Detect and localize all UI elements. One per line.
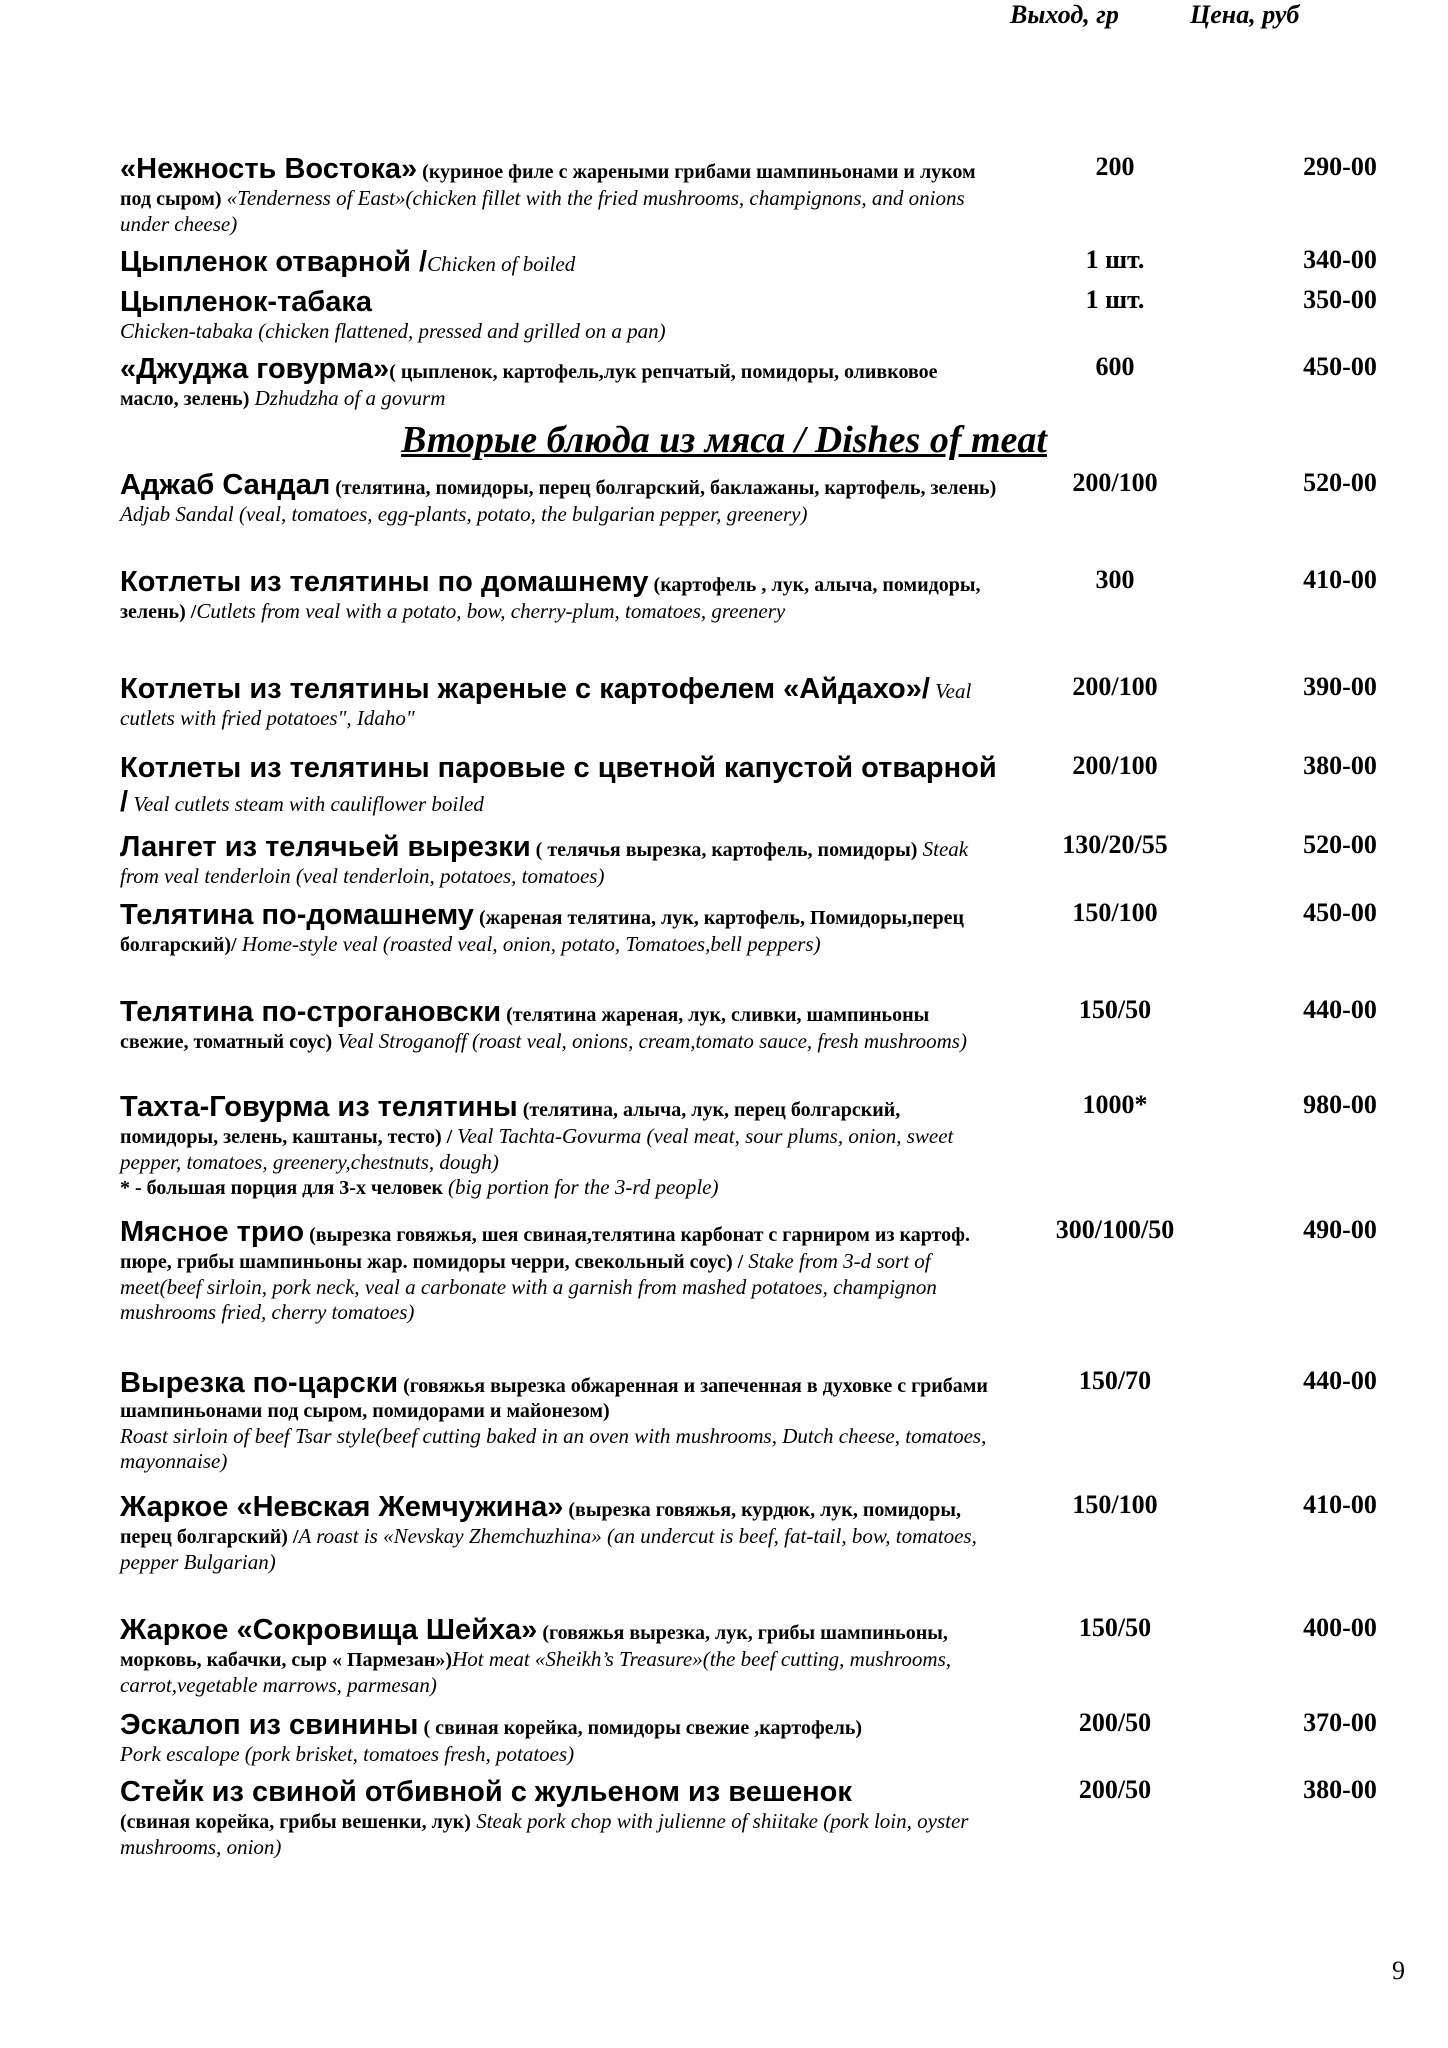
- page-number: 9: [1392, 1956, 1405, 1985]
- menu-item-description: [120, 245, 1000, 279]
- menu-item-name: Жаркое «Сокровища Шейха»: [120, 1614, 538, 1646]
- menu-item-weight: 600: [1095, 352, 1135, 381]
- menu-item-weight: 200/100: [1072, 751, 1158, 780]
- menu-item-price: 410-00: [1303, 565, 1377, 594]
- menu-item-price: 400-00: [1303, 1613, 1377, 1642]
- menu-item-description-en: Veal cutlets steam with cauliflower boiled: [128, 792, 484, 817]
- menu-item-weight: 200/100: [1072, 468, 1158, 497]
- menu-item: [120, 468, 1400, 527]
- menu-item-name: Аджаб Сандал: [120, 469, 331, 501]
- menu-item-ingredients-ru: (говяжья вырезка, лук, грибы шампиньоны, морковь, кабачки, сыр « Пармезан»): [120, 1622, 948, 1672]
- menu-item-price: 390-00: [1303, 672, 1377, 701]
- menu-item-name: Котлеты из телятины паровые с цветной капустой отварной /: [120, 752, 997, 819]
- menu-item: [120, 1613, 1400, 1698]
- menu-item-description: [120, 672, 1000, 731]
- menu-item-description-en: Chicken of boiled: [427, 252, 576, 276]
- menu-item-price: 410-00: [1303, 1490, 1377, 1519]
- menu-item-price: 380-00: [1303, 1775, 1377, 1804]
- menu-item: [120, 1215, 1400, 1325]
- menu-item-description-en: Dzhudzha of a govurm: [249, 386, 446, 411]
- menu-item-description: [120, 1708, 1000, 1767]
- menu-item-description: [120, 468, 1000, 527]
- menu-item: [120, 995, 1400, 1055]
- menu-item-ingredients-ru: (картофель , лук, алыча, помидоры, зелень) /: [120, 574, 981, 624]
- menu-item-note-ru: * - большая порция для 3-х человек: [120, 1176, 449, 1199]
- menu-item-name: Лангет из телячьей вырезки: [120, 831, 531, 863]
- menu-item-description-en: Roast sirloin of beef Tsar style(beef cutting baked in an oven with mushrooms, Dutch cheese, tomatoes, mayonnaise): [120, 1423, 987, 1473]
- menu-item-name: Вырезка по-царски: [120, 1367, 399, 1399]
- menu-item-description: [120, 352, 1000, 412]
- menu-item: [120, 152, 1400, 237]
- menu-item-description-en: Steak from veal tenderloin (veal tenderloin, potatoes, tomatoes): [120, 837, 969, 889]
- menu-item-weight: 200: [1095, 152, 1135, 181]
- menu-item-ingredients-ru: (телятина, алыча, лук, перец болгарский, помидоры, зелень, каштаны, тесто) /: [120, 1099, 901, 1149]
- menu-item: [120, 285, 1400, 344]
- menu-item-description: [120, 1366, 1000, 1473]
- menu-item-weight: 200/50: [1078, 1775, 1152, 1804]
- menu-item-name: Тахта-Говурма из телятины: [120, 1091, 518, 1123]
- menu-item-description-en: Cutlets from veal with a potato, bow, cherry-plum, tomatoes, greenery: [196, 599, 786, 624]
- menu-item-description: [120, 995, 1000, 1055]
- menu-item: [120, 1366, 1400, 1473]
- menu-item-name: Телятина по-строгановски: [120, 996, 502, 1028]
- menu-item-name: Жаркое «Невская Жемчужина»: [120, 1491, 564, 1523]
- menu-item-note-en: (big portion for the 3-rd people): [448, 1174, 719, 1199]
- menu-item-description-en: Chicken-tabaka (chicken flattened, pressed and grilled on a pan): [120, 319, 666, 344]
- menu-item-name: «Джуджа говурма»: [120, 353, 390, 385]
- menu-item-name: Мясное трио: [120, 1216, 305, 1248]
- menu-item-name: Эскалоп из свинины: [120, 1709, 419, 1741]
- menu-item: [120, 352, 1400, 412]
- menu-item-description-en: Steak pork chop with julienne of shiitake (pork loin, oyster mushrooms, onion): [120, 1809, 969, 1859]
- menu-item: [120, 830, 1400, 889]
- menu-item-price: 440-00: [1303, 1366, 1377, 1395]
- menu-item-ingredients-ru: (куриное филе с жареными грибами шампиньонами и луком под сыром): [120, 161, 976, 211]
- menu-item: [120, 672, 1400, 731]
- menu-item-description-en: Veal Tachta-Govurma (veal meat, sour plums, onion, sweet pepper, tomatoes, greenery,chestnuts, dough): [120, 1124, 954, 1174]
- menu-item-description: [120, 898, 1000, 958]
- menu-item: [120, 1708, 1400, 1767]
- menu-item-ingredients-ru: (вырезка говяжья, шея свиная,телятина карбонат с гарниром из картоф. пюре, грибы шампиньоны жар. помидоры черри, свекольный соус) /: [120, 1224, 970, 1274]
- menu-item: [120, 1490, 1400, 1575]
- menu-item: [120, 565, 1400, 625]
- menu-item-price: 450-00: [1303, 352, 1377, 381]
- menu-item-weight: 150/50: [1078, 995, 1152, 1024]
- menu-item-ingredients-ru: (говяжья вырезка обжаренная и запеченная в духовке с грибами шампиньонами под сыром, помидорами и майонезом): [120, 1375, 988, 1423]
- menu-item-description: [120, 1775, 1000, 1860]
- menu-item-weight: 200/50: [1078, 1708, 1152, 1737]
- menu-item-ingredients-ru: (жареная телятина, лук, картофель, Помидоры,перец болгарский)/: [120, 907, 965, 957]
- menu-item-price: 370-00: [1303, 1708, 1377, 1737]
- menu-item-description: [120, 1215, 1000, 1325]
- menu-item-description-en: Home-style veal (roasted veal, onion, potato, Tomatoes,bell peppers): [236, 932, 821, 957]
- menu-item: [120, 1090, 1400, 1200]
- menu-item-weight: 130/20/55: [1062, 830, 1168, 859]
- menu-item-weight: 200/100: [1072, 672, 1158, 701]
- menu-item-description: [120, 1490, 1000, 1575]
- menu-item-description-en: Pork escalope (pork brisket, tomatoes fresh, potatoes): [120, 1742, 575, 1767]
- menu-item-price: 450-00: [1303, 898, 1377, 927]
- menu-item-price: 350-00: [1303, 285, 1377, 314]
- menu-item-weight: 300: [1095, 565, 1135, 594]
- menu-item-name: Котлеты из телятины по домашнему: [120, 566, 649, 598]
- menu-item-name: «Нежность Востока»: [120, 153, 418, 185]
- menu-item-name: Телятина по-домашнему: [120, 899, 474, 931]
- menu-item-name: Стейк из свиной отбивной с жульеном из вешенок: [120, 1776, 852, 1808]
- menu-item-ingredients-ru: (телятина, помидоры, перец болгарский, баклажаны, картофель, зелень): [330, 477, 997, 499]
- menu-item-weight: 150/100: [1072, 898, 1158, 927]
- menu-item-weight: 1 шт.: [1085, 285, 1145, 314]
- menu-item: [120, 751, 1400, 819]
- menu-item-description-en: A roast is «Nevskay Zhemchuzhina» (an undercut is beef, fat-tail, bow, tomatoes, pepper Bulgarian): [120, 1524, 977, 1574]
- menu-item-ingredients-ru: (вырезка говяжья, курдюк, лук, помидоры, перец болгарский) /: [120, 1499, 961, 1549]
- menu-item-ingredients-ru: ( телячья вырезка, картофель, помидоры): [530, 839, 918, 861]
- menu-item-description-en: Veal cutlets with fried potatoes", Idaho": [120, 679, 972, 731]
- price-column-header: Цена, руб: [1190, 0, 1300, 29]
- menu-item-description: [120, 751, 1000, 819]
- menu-item-price: 490-00: [1303, 1215, 1377, 1244]
- menu-item-price: 980-00: [1303, 1090, 1377, 1119]
- menu-item: [120, 898, 1400, 958]
- menu-item-description: [120, 565, 1000, 625]
- menu-item-weight: 150/70: [1078, 1366, 1152, 1395]
- section-title: Вторые блюда из мяса / Dishes of meat: [401, 419, 1047, 461]
- menu-item-description-en: Stake from 3-d sort of meet(beef sirloin, pork neck, veal a carbonate with a garnish from mashed potatoes, champignon mushrooms fried, cherry tomatoes): [120, 1249, 937, 1324]
- menu-item-price: 520-00: [1303, 468, 1377, 497]
- menu-item-description-en: «Tenderness of East»(chicken fillet with the fried mushrooms, champignons, and onions under cheese): [120, 186, 965, 236]
- menu-item-weight: 150/100: [1072, 1490, 1158, 1519]
- menu-item-name: Цыпленок-табака: [120, 286, 373, 318]
- weight-column-header: Выход, гр: [1010, 0, 1119, 29]
- menu-item-ingredients-ru: ( цыпленок, картофель,лук репчатый, помидоры, оливковое масло, зелень): [120, 361, 938, 411]
- menu-item-note: [120, 1175, 1000, 1201]
- menu-item-weight: 150/50: [1078, 1613, 1152, 1642]
- menu-item-weight: 1 шт.: [1085, 245, 1145, 274]
- menu-item-price: 340-00: [1303, 245, 1377, 274]
- menu-item-description: [120, 152, 1000, 237]
- menu-item-price: 380-00: [1303, 751, 1377, 780]
- menu-item-price: 440-00: [1303, 995, 1377, 1024]
- menu-item-weight: 1000*: [1082, 1090, 1148, 1119]
- menu-item-name: Цыпленок отварной /: [120, 246, 428, 278]
- menu-item-description-en: Hot meat «Sheikh’s Treasure»(the beef cutting, mushrooms, carrot,vegetable marrows, parmesan): [120, 1647, 951, 1697]
- menu-item-price: 290-00: [1303, 152, 1377, 181]
- menu-item-description: [120, 285, 1000, 344]
- menu-item-description-en: Veal Stroganoff (roast veal, onions, cream,tomato sauce, fresh mushrooms): [332, 1029, 967, 1054]
- menu-item-ingredients-ru: ( свиная корейка, помидоры свежие ,картофель): [418, 1717, 863, 1739]
- menu-item-ingredients-ru: (свиная корейка, грибы вешенки, лук): [120, 1811, 471, 1834]
- menu-item-ingredients-ru: (телятина жареная, лук, сливки, шампиньоны свежие, томатный соус): [120, 1004, 930, 1054]
- menu-item-name: Котлеты из телятины жареные с картофелем «Айдахо»/: [120, 673, 930, 705]
- menu-item-description: [120, 1613, 1000, 1698]
- menu-item-weight: 300/100/50: [1055, 1215, 1175, 1244]
- menu-item: [120, 245, 1400, 279]
- menu-item: [120, 1775, 1400, 1860]
- menu-item-description: [120, 830, 1000, 889]
- menu-item-description-en: Adjab Sandal (veal, tomatoes, egg-plants, potato, the bulgarian pepper, greenery): [120, 502, 808, 527]
- menu-item-description: [120, 1090, 1000, 1200]
- menu-item-price: 520-00: [1303, 830, 1377, 859]
